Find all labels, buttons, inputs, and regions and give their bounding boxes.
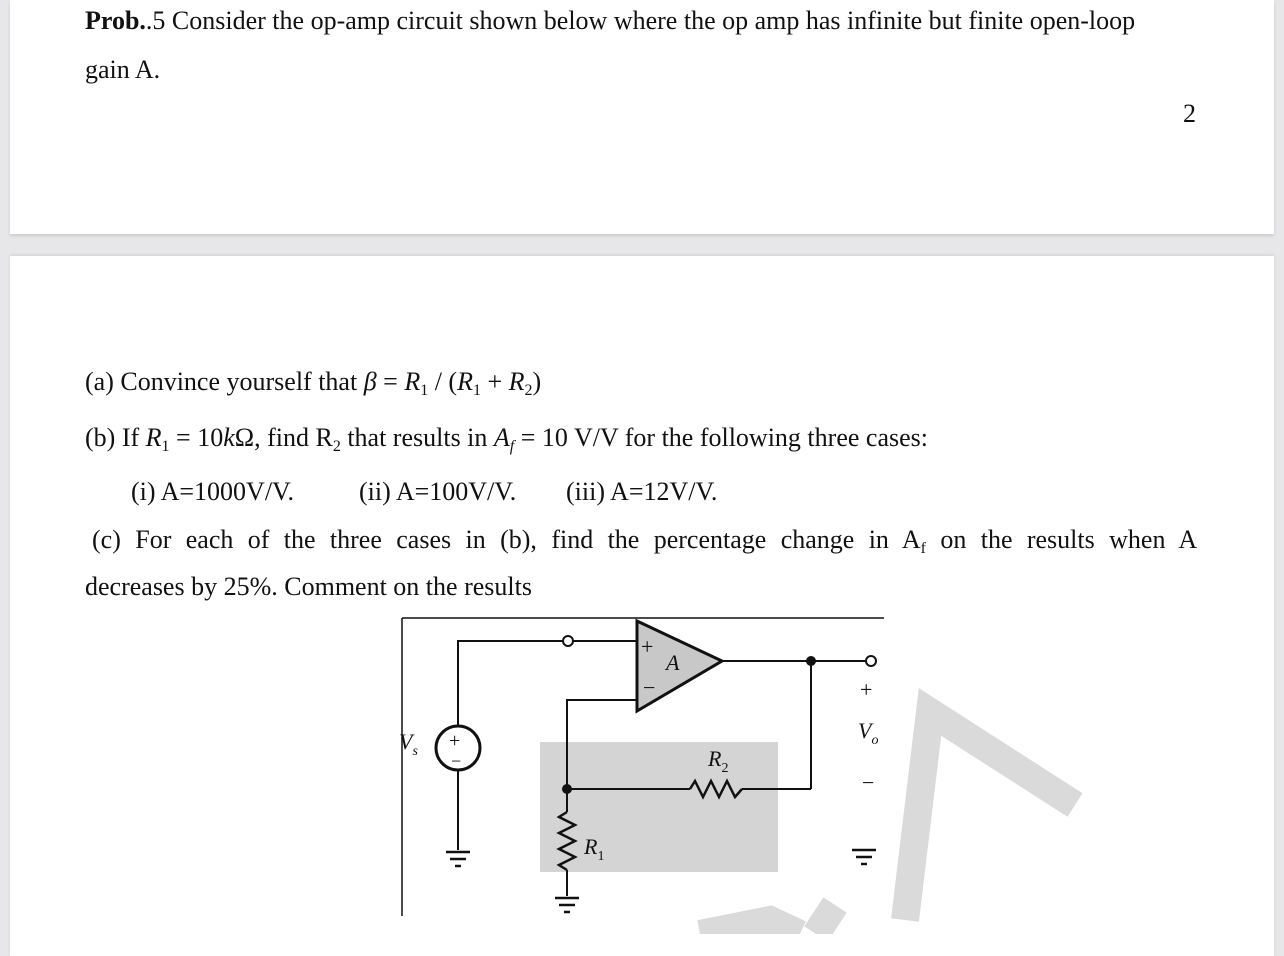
part-c-sub-f: f xyxy=(920,540,926,557)
case-iii: (iii) A=12V/V. xyxy=(566,477,718,506)
part-c-word: the xyxy=(607,525,640,554)
part-c-word: (c) xyxy=(92,525,121,554)
part-c-word: three xyxy=(329,525,382,554)
opamp-gain-label: A xyxy=(666,650,680,675)
part-b: (b) If $R_1 = 10k\Omega$, find $R_2$ that results in $A_f = 10$ V/V for the following three cases: xyxy=(85,423,928,455)
ground-r1 xyxy=(555,898,579,912)
wire-vs-to-plus xyxy=(458,641,563,727)
feedback-network-shade xyxy=(540,742,778,872)
part-c-line2: decreases by 25%. Comment on the results xyxy=(85,572,532,601)
part-c-word: on xyxy=(940,525,967,554)
case-i: (i) A=1000V/V. xyxy=(131,477,294,506)
output-terminal xyxy=(866,656,876,666)
part-c-word: when xyxy=(1109,525,1166,554)
vo-minus-sign: − xyxy=(862,770,875,795)
watermark-stroke-3 xyxy=(816,905,835,934)
statement-line2: gain A. xyxy=(85,55,161,84)
part-c-word: results xyxy=(1026,525,1095,554)
part-c-word: of xyxy=(247,525,270,554)
part-c-word: (b), xyxy=(500,525,537,554)
part-c-word: find xyxy=(551,525,594,554)
statement-line1: Consider the op-amp circuit shown below where the op amp has infinite but finite open-loop xyxy=(165,6,1136,35)
part-a: (a) Convince yourself that $\beta = R_1 / (R_1 + R_2)$ xyxy=(85,367,542,399)
part-c-word: cases xyxy=(396,525,452,554)
source-minus-sign: − xyxy=(451,751,462,771)
opamp-minus-sign: − xyxy=(643,675,656,700)
r1-label: $R_1$ xyxy=(584,834,605,864)
beta-symbol: β xyxy=(363,367,377,396)
case-ii: (ii) A=100V/V. xyxy=(359,477,517,506)
part-c-word: percentage xyxy=(653,525,767,554)
page-number: 2 xyxy=(1183,99,1196,128)
part-c-word: in xyxy=(465,525,486,554)
r2-label: $R_2$ xyxy=(708,746,729,776)
watermark-stroke-2 xyxy=(700,920,800,934)
watermark-stroke-1 xyxy=(905,712,1075,920)
part-c-word: each xyxy=(185,525,234,554)
output-junction-dot xyxy=(806,656,816,666)
part-c-word: change xyxy=(780,525,855,554)
part-c-word: in xyxy=(868,525,889,554)
inverting-node-dot xyxy=(562,784,572,794)
opamp-plus-sign: + xyxy=(641,634,654,659)
vs-label: $V_s$ xyxy=(399,729,418,759)
part-c-word: A xyxy=(901,525,921,554)
part-c-word: the xyxy=(980,525,1013,554)
part-c-word: For xyxy=(135,525,172,554)
problem-label: Prob. xyxy=(85,6,146,35)
problem-number: .5 xyxy=(145,6,166,35)
part-c-word: the xyxy=(283,525,316,554)
ground-output xyxy=(852,850,876,864)
vo-plus-sign: + xyxy=(860,677,873,702)
plus-input-terminal xyxy=(563,636,573,646)
source-plus-sign: + xyxy=(449,730,461,752)
ground-vs xyxy=(446,852,470,866)
vo-label: $V_o$ xyxy=(858,718,879,748)
part-c-word: A xyxy=(1178,525,1198,554)
